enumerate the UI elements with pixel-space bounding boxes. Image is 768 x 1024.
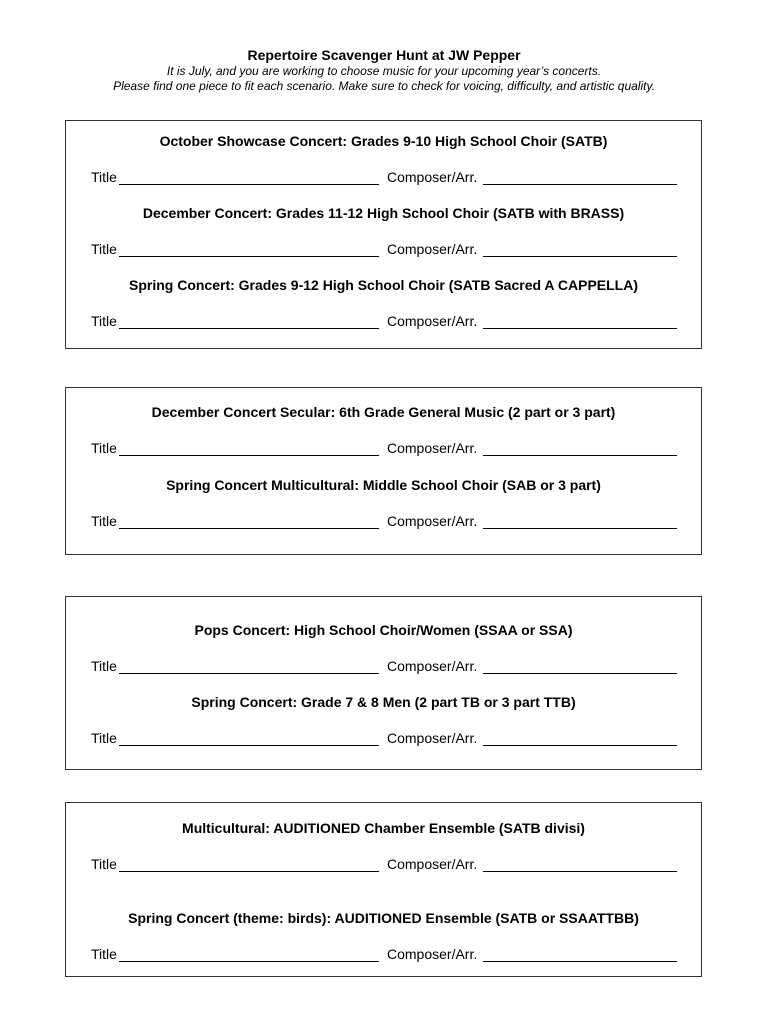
composer-blank[interactable] bbox=[483, 328, 677, 329]
composer-blank[interactable] bbox=[483, 871, 677, 872]
title-blank[interactable] bbox=[119, 961, 379, 962]
answer-row bbox=[91, 313, 679, 330]
title-blank[interactable] bbox=[119, 455, 379, 456]
worksheet-title: Repertoire Scavenger Hunt at JW Pepper bbox=[247, 47, 521, 63]
composer-label: Composer/Arr. bbox=[387, 313, 478, 329]
scenario-heading: December Concert: Grades 11-12 High School Choir (SATB with BRASS) bbox=[142, 205, 625, 221]
answer-row bbox=[91, 169, 679, 186]
composer-blank[interactable] bbox=[483, 256, 677, 257]
composer-label: Composer/Arr. bbox=[387, 513, 478, 529]
composer-blank[interactable] bbox=[483, 455, 677, 456]
composer-label: Composer/Arr. bbox=[387, 440, 478, 456]
scenario-heading: Spring Concert Multicultural: Middle School Choir (SAB or 3 part) bbox=[166, 477, 601, 493]
answer-row bbox=[91, 658, 679, 675]
instructions-line-2: Please find one piece to fit each scenario. Make sure to check for voicing, difficulty, and artistic quality. bbox=[113, 79, 655, 93]
worksheet-header bbox=[0, 47, 768, 94]
title-label: Title bbox=[91, 241, 117, 257]
scenario-box-4 bbox=[65, 802, 702, 977]
answer-row bbox=[91, 946, 679, 963]
answer-row bbox=[91, 730, 679, 747]
scenario-heading: October Showcase Concert: Grades 9-10 High School Choir (SATB) bbox=[159, 133, 608, 149]
title-blank[interactable] bbox=[119, 256, 379, 257]
answer-row bbox=[91, 856, 679, 873]
scenario-heading: December Concert Secular: 6th Grade General Music (2 part or 3 part) bbox=[151, 404, 616, 420]
composer-label: Composer/Arr. bbox=[387, 241, 478, 257]
scenario-box-1 bbox=[65, 120, 702, 349]
title-blank[interactable] bbox=[119, 184, 379, 185]
composer-blank[interactable] bbox=[483, 528, 677, 529]
title-label: Title bbox=[91, 658, 117, 674]
scenario-heading: Spring Concert: Grades 9-12 High School Choir (SATB Sacred A CAPPELLA) bbox=[129, 277, 638, 293]
composer-blank[interactable] bbox=[483, 673, 677, 674]
title-label: Title bbox=[91, 856, 117, 872]
scenario-heading: Spring Concert (theme: birds): AUDITIONED Ensemble (SATB or SSAATTBB) bbox=[128, 910, 639, 926]
title-blank[interactable] bbox=[119, 528, 379, 529]
composer-blank[interactable] bbox=[483, 961, 677, 962]
scenario-box-3 bbox=[65, 596, 702, 770]
title-label: Title bbox=[91, 946, 117, 962]
title-label: Title bbox=[91, 730, 117, 746]
title-label: Title bbox=[91, 513, 117, 529]
instructions-line-1: It is July, and you are working to choose music for your upcoming year’s concerts. bbox=[166, 64, 602, 78]
answer-row bbox=[91, 440, 679, 457]
scenario-heading: Spring Concert: Grade 7 & 8 Men (2 part TB or 3 part TTB) bbox=[191, 694, 576, 710]
composer-label: Composer/Arr. bbox=[387, 169, 478, 185]
composer-label: Composer/Arr. bbox=[387, 730, 478, 746]
composer-label: Composer/Arr. bbox=[387, 658, 478, 674]
title-label: Title bbox=[91, 440, 117, 456]
title-label: Title bbox=[91, 169, 117, 185]
answer-row bbox=[91, 241, 679, 258]
title-label: Title bbox=[91, 313, 117, 329]
answer-row bbox=[91, 513, 679, 530]
composer-blank[interactable] bbox=[483, 745, 677, 746]
title-blank[interactable] bbox=[119, 673, 379, 674]
title-blank[interactable] bbox=[119, 328, 379, 329]
title-blank[interactable] bbox=[119, 871, 379, 872]
scenario-heading: Multicultural: AUDITIONED Chamber Ensemble (SATB divisi) bbox=[182, 820, 585, 836]
composer-label: Composer/Arr. bbox=[387, 946, 478, 962]
composer-label: Composer/Arr. bbox=[387, 856, 478, 872]
title-blank[interactable] bbox=[119, 745, 379, 746]
scenario-heading: Pops Concert: High School Choir/Women (SSAA or SSA) bbox=[194, 622, 573, 638]
scenario-box-2 bbox=[65, 387, 702, 555]
composer-blank[interactable] bbox=[483, 184, 677, 185]
